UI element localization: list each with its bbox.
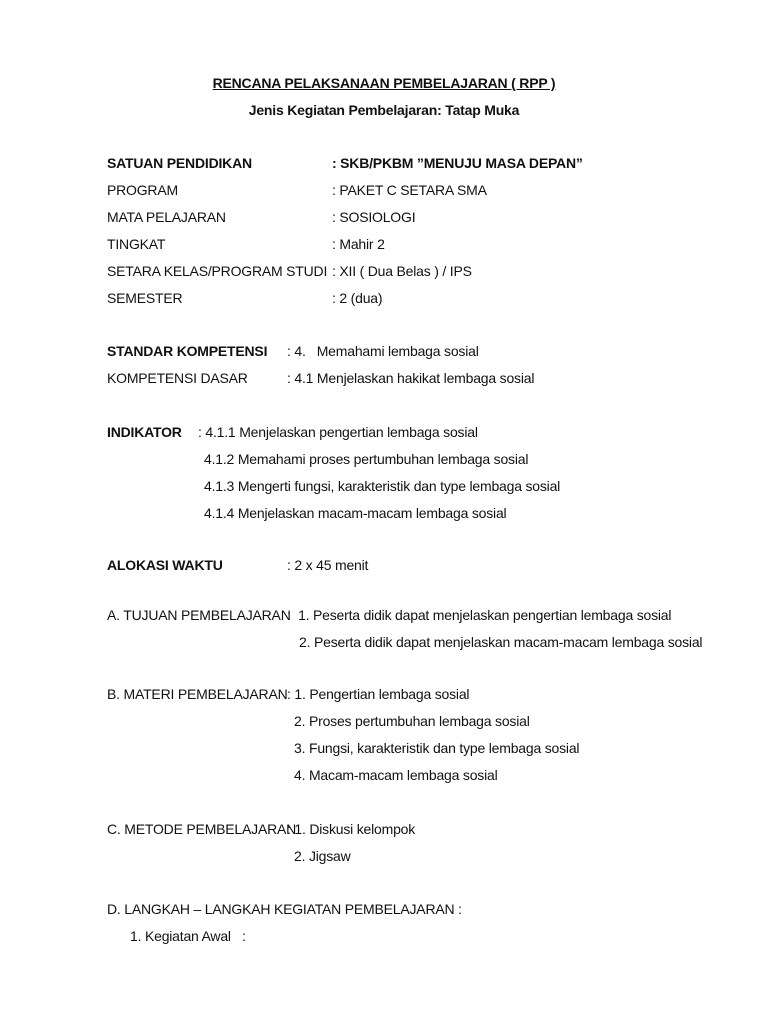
materi-item: : 1. Pengertian lembaga sosial [287, 686, 470, 702]
kompetensi-dasar-value: : 4.1 Menjelaskan hakikat lembaga sosial [287, 370, 535, 386]
materi-item: 3. Fungsi, karakteristik dan type lembaga sosial [294, 740, 580, 756]
indikator-label: INDIKATOR [107, 424, 182, 440]
document-title: RENCANA PELAKSANAAN PEMBELAJARAN ( RPP ) [212, 75, 556, 91]
identity-label-tingkat: TINGKAT [107, 236, 166, 252]
standar-kompetensi-value: : 4. Memahami lembaga sosial [287, 343, 479, 359]
materi-item: 2. Proses pertumbuhan lembaga sosial [294, 713, 530, 729]
tujuan-item: 2. Peserta didik dapat menjelaskan macam-macam lembaga sosial [299, 634, 703, 650]
identity-value-kelas: : XII ( Dua Belas ) / IPS [332, 263, 472, 279]
indikator-item: 4.1.4 Menjelaskan macam-macam lembaga sosial [204, 505, 507, 521]
kompetensi-dasar-label: KOMPETENSI DASAR [107, 370, 248, 386]
kegiatan-awal-label: 1. Kegiatan Awal [130, 928, 231, 944]
identity-value-tingkat: : Mahir 2 [332, 236, 385, 252]
alokasi-waktu-value: : 2 x 45 menit [287, 557, 369, 573]
langkah-label: D. LANGKAH – LANGKAH KEGIATAN PEMBELAJARAN : [107, 901, 462, 917]
alokasi-waktu-label: ALOKASI WAKTU [107, 557, 223, 573]
indikator-item: : 4.1.1 Menjelaskan pengertian lembaga sosial [198, 424, 478, 440]
identity-value-mapel: : SOSIOLOGI [332, 209, 416, 225]
tujuan-label: A. TUJUAN PEMBELAJARAN [107, 607, 291, 623]
identity-value-program: : PAKET C SETARA SMA [332, 182, 487, 198]
identity-label-program: PROGRAM [107, 182, 178, 198]
document-subtitle: Jenis Kegiatan Pembelajaran: Tatap Muka [248, 102, 520, 118]
indikator-item: 4.1.3 Mengerti fungsi, karakteristik dan type lembaga sosial [204, 478, 561, 494]
standar-kompetensi-label: STANDAR KOMPETENSI [107, 343, 268, 359]
materi-item: 4. Macam-macam lembaga sosial [294, 767, 498, 783]
materi-label: B. MATERI PEMBELAJARAN [107, 686, 288, 702]
indikator-item: 4.1.2 Memahami proses pertumbuhan lembaga sosial [204, 451, 529, 467]
identity-label-satuan: SATUAN PENDIDIKAN [107, 155, 252, 171]
identity-label-kelas: SETARA KELAS/PROGRAM STUDI [107, 263, 328, 279]
metode-item: 2. Jigsaw [294, 848, 351, 864]
kegiatan-awal-value: : [242, 928, 246, 944]
identity-value-semester: : 2 (dua) [332, 290, 383, 306]
metode-label: C. METODE PEMBELAJARAN [107, 821, 297, 837]
identity-value-satuan: : SKB/PKBM ”MENUJU MASA DEPAN” [332, 155, 583, 171]
metode-item: : 1. Diskusi kelompok [287, 821, 416, 837]
tujuan-item: : 1. Peserta didik dapat menjelaskan pengertian lembaga sosial [287, 607, 672, 623]
identity-label-semester: SEMESTER [107, 290, 183, 306]
identity-label-mapel: MATA PELAJARAN [107, 209, 226, 225]
